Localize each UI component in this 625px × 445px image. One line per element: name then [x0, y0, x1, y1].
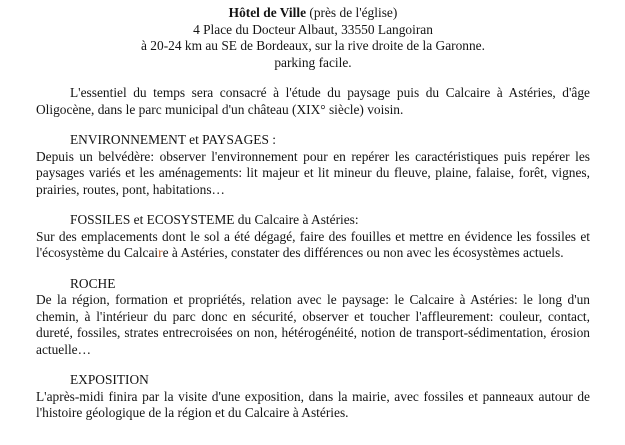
section-body-exposition: L'après-midi finira par la visite d'une exposition, dans la mairie, avec fossiles et panneaux autour de l'histoire géologique de la région et du Calcaire à Astéries. — [36, 388, 590, 420]
header-distance-line: à 20-24 km au SE de Bordeaux, sur la rive droite de la Garonne. — [141, 38, 485, 53]
section-fossiles-ecosysteme — [36, 212, 590, 262]
document-header — [36, 5, 590, 71]
section-roche — [36, 276, 590, 359]
accent-letter: r — [158, 245, 163, 260]
section-body-fossiles-post: e à Astéries, constater des différences ou non avec les écosystèmes actuels. — [162, 245, 564, 260]
header-parking-line: parking facile. — [274, 54, 352, 70]
section-heading-exposition: EXPOSITION — [70, 372, 149, 387]
section-environnement-paysages — [36, 132, 590, 198]
intro-paragraph: L'essentiel du temps sera consacré à l'étude du paysage puis du Calcaire à Astéries, d'âge Oligocène, dans le parc municipal d'un château (XIX° siècle) voisin. — [36, 85, 590, 117]
section-exposition — [36, 372, 590, 422]
section-body-fossiles — [36, 229, 590, 262]
header-address-line: 4 Place du Docteur Albaut, 33550 Langoiran — [193, 21, 433, 37]
header-title-line — [36, 5, 590, 22]
section-heading-fossiles: FOSSILES et ECOSYSTEME du Calcaire à Astéries: — [70, 212, 359, 227]
section-heading-environnement: ENVIRONNEMENT et PAYSAGES : — [70, 132, 276, 147]
section-body-fossiles-pre: Sur des emplacements dont le sol a été dégagé, faire des fouilles et mettre en évidence les fossiles et l'écosystème du Calcai — [36, 228, 590, 260]
header-title-rest: (près de l'église) — [306, 5, 398, 20]
section-body-roche: De la région, formation et propriétés, relation avec le paysage: le Calcaire à Astéries: le long d'un chemin, à l'intérieur du parc donc en sécurité, observer et toucher l'affleurement: couleur, contact, dureté, fossiles, strates entrecroisées on non, hétérogénéité, notion de transport-sédimentation, érosion actuelle… — [36, 292, 590, 357]
section-heading-roche: ROCHE — [70, 275, 116, 291]
header-title-bold: Hôtel de Ville — [228, 5, 307, 20]
section-body-environnement: Depuis un belvédère: observer l'environnement pour en repérer les caractéristiques puis repérer les paysages variés et les aménagements: lit majeur et lit mineur du fleuve, plaine, falaise, forêt, vignes, prairies, routes, pont, habitations… — [36, 148, 590, 197]
